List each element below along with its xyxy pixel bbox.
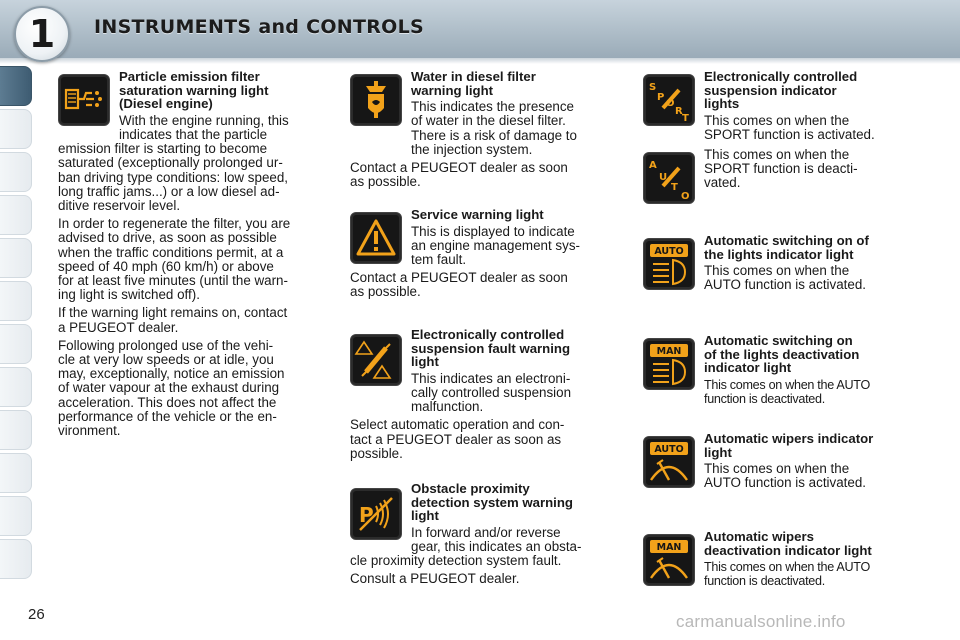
- svg-text:AUTO: AUTO: [654, 246, 684, 257]
- entry-body: This comes on when the AUTO function is deactivated.: [704, 560, 870, 589]
- entry-body: This indicates the presence of water in the diesel filter. There is a risk of damage to the injection system.: [411, 99, 577, 157]
- paragraph: If the warning light remains on, contact a PEUGEOT dealer.: [58, 305, 288, 335]
- svg-text:P: P: [359, 503, 374, 527]
- water-in-diesel-icon: [350, 74, 402, 126]
- manual-lights-icon: [643, 338, 695, 390]
- paragraph: Select automatic operation and con- tact a PEUGEOT dealer as soon as possible.: [350, 417, 565, 461]
- suspension-sport-entry: [643, 70, 905, 142]
- entry-title: Particle emission filter saturation warning light (Diesel engine): [119, 69, 269, 112]
- obstacle-detection-entry: [350, 482, 612, 587]
- entry-body: This comes on when the AUTO function is activated.: [704, 263, 867, 293]
- chapter-tab-10[interactable]: [0, 453, 32, 493]
- svg-text:O: O: [666, 98, 675, 109]
- chapter-tab-strip: [0, 66, 34, 576]
- chapter-tab-3[interactable]: [0, 152, 32, 192]
- entry-body: With the engine running, this indicates that the particle: [119, 112, 289, 142]
- suspension-fault-icon: [350, 334, 402, 386]
- svg-text:S: S: [649, 82, 657, 93]
- entry-body: This comes on when the AUTO function is activated.: [704, 461, 867, 491]
- svg-text:AUTO: AUTO: [654, 444, 684, 455]
- particle-filter-entry: [58, 70, 320, 438]
- manual-wipers-entry: [643, 530, 905, 589]
- auto-wipers-icon: [643, 436, 695, 488]
- chapter-tab-6[interactable]: [0, 281, 32, 321]
- entry-title: Service warning light: [411, 207, 544, 222]
- entry-body: This comes on when the AUTO function is deactivated.: [704, 377, 870, 406]
- paragraph: Consult a PEUGEOT dealer.: [350, 571, 520, 587]
- entry-title: Electronically controlled suspension fault warning light: [411, 327, 570, 370]
- chapter-tab-5[interactable]: [0, 238, 32, 278]
- entry-title: Automatic wipers deactivation indicator light: [704, 529, 872, 558]
- chapter-number-badge: 1: [14, 6, 70, 62]
- chapter-tab-7[interactable]: [0, 324, 32, 364]
- auto-lights-entry: [643, 234, 905, 293]
- header-fade: [0, 58, 960, 64]
- suspension-auto-entry: [643, 147, 905, 200]
- paragraph: Following prolonged use of the vehi- cle at very low speeds or at idle, you may, exceptionally, notice an emission of water vapour at the exhaust during acceleration. This does not affect the performance of the vehicle or the en- vironment.: [58, 337, 285, 439]
- suspension-fault-entry: [350, 328, 612, 461]
- svg-text:O: O: [681, 191, 690, 200]
- svg-text:P: P: [657, 92, 665, 103]
- particle-filter-icon: [58, 74, 110, 126]
- chapter-tab-12[interactable]: [0, 539, 32, 579]
- svg-text:R: R: [675, 106, 683, 117]
- svg-text:T: T: [671, 182, 678, 193]
- suspension-auto-icon: [643, 152, 695, 204]
- entry-body: This comes on when the SPORT function is deacti- vated.: [704, 147, 858, 191]
- service-warning-icon: [350, 212, 402, 264]
- svg-text:MAN: MAN: [656, 542, 682, 553]
- watermark: carmanualsonline.info: [676, 612, 846, 631]
- chapter-tab-4[interactable]: [0, 195, 32, 235]
- chapter-tab-1[interactable]: [0, 66, 32, 106]
- entry-title: Automatic switching on of the lights indicator light: [704, 233, 869, 262]
- paragraph: In order to regenerate the filter, you are advised to drive, as soon as possible when the traffic conditions permit, at a speed of 40 mph (60 km/h) or above for at least five minutes (until the warn- ing light is switched off).: [58, 216, 291, 303]
- entry-body: This comes on when the SPORT function is activated.: [704, 112, 875, 142]
- svg-text:MAN: MAN: [656, 346, 682, 357]
- service-warning-entry: [350, 208, 612, 300]
- entry-body: This indicates an electroni- cally controlled suspension malfunction.: [411, 370, 572, 415]
- entry-title: Electronically controlled suspension indicator lights: [704, 69, 858, 112]
- entry-body-continued: emission filter is starting to become saturated (exceptionally prolonged ur- ban driving type conditions: low speed, long traffic jams...) or a low diesel ad- ditive reservoir level.: [58, 141, 289, 213]
- manual-wipers-icon: [643, 534, 695, 586]
- entry-body-continued: cle proximity detection system fault.: [350, 553, 562, 569]
- svg-text:A: A: [649, 160, 657, 171]
- auto-lights-icon: [643, 238, 695, 290]
- chapter-tab-11[interactable]: [0, 496, 32, 536]
- svg-text:T: T: [682, 113, 689, 122]
- entry-title: Automatic switching on of the lights deactivation indicator light: [704, 333, 860, 376]
- chapter-tab-8[interactable]: [0, 367, 32, 407]
- water-in-diesel-entry: [350, 70, 612, 189]
- paragraph: Contact a PEUGEOT dealer as soon as possible.: [350, 270, 568, 300]
- entry-title: Water in diesel filter warning light: [411, 69, 536, 98]
- chapter-title: INSTRUMENTS and CONTROLS: [94, 16, 425, 38]
- manual-lights-entry: [643, 334, 905, 406]
- chapter-tab-9[interactable]: [0, 410, 32, 450]
- entry-body: In forward and/or reverse gear, this indicates an obsta-: [411, 524, 582, 554]
- suspension-sport-icon: [643, 74, 695, 126]
- entry-body: This is displayed to indicate an engine management sys- tem fault.: [411, 223, 580, 267]
- chapter-tab-2[interactable]: [0, 109, 32, 149]
- entry-title: Obstacle proximity detection system warning light: [411, 481, 573, 524]
- auto-wipers-entry: [643, 432, 905, 491]
- entry-title: Automatic wipers indicator light: [704, 431, 874, 460]
- obstacle-detection-icon: [350, 488, 402, 540]
- paragraph: Contact a PEUGEOT dealer as soon as possible.: [350, 160, 568, 190]
- page-number: 26: [28, 606, 45, 623]
- svg-text:U: U: [659, 172, 668, 183]
